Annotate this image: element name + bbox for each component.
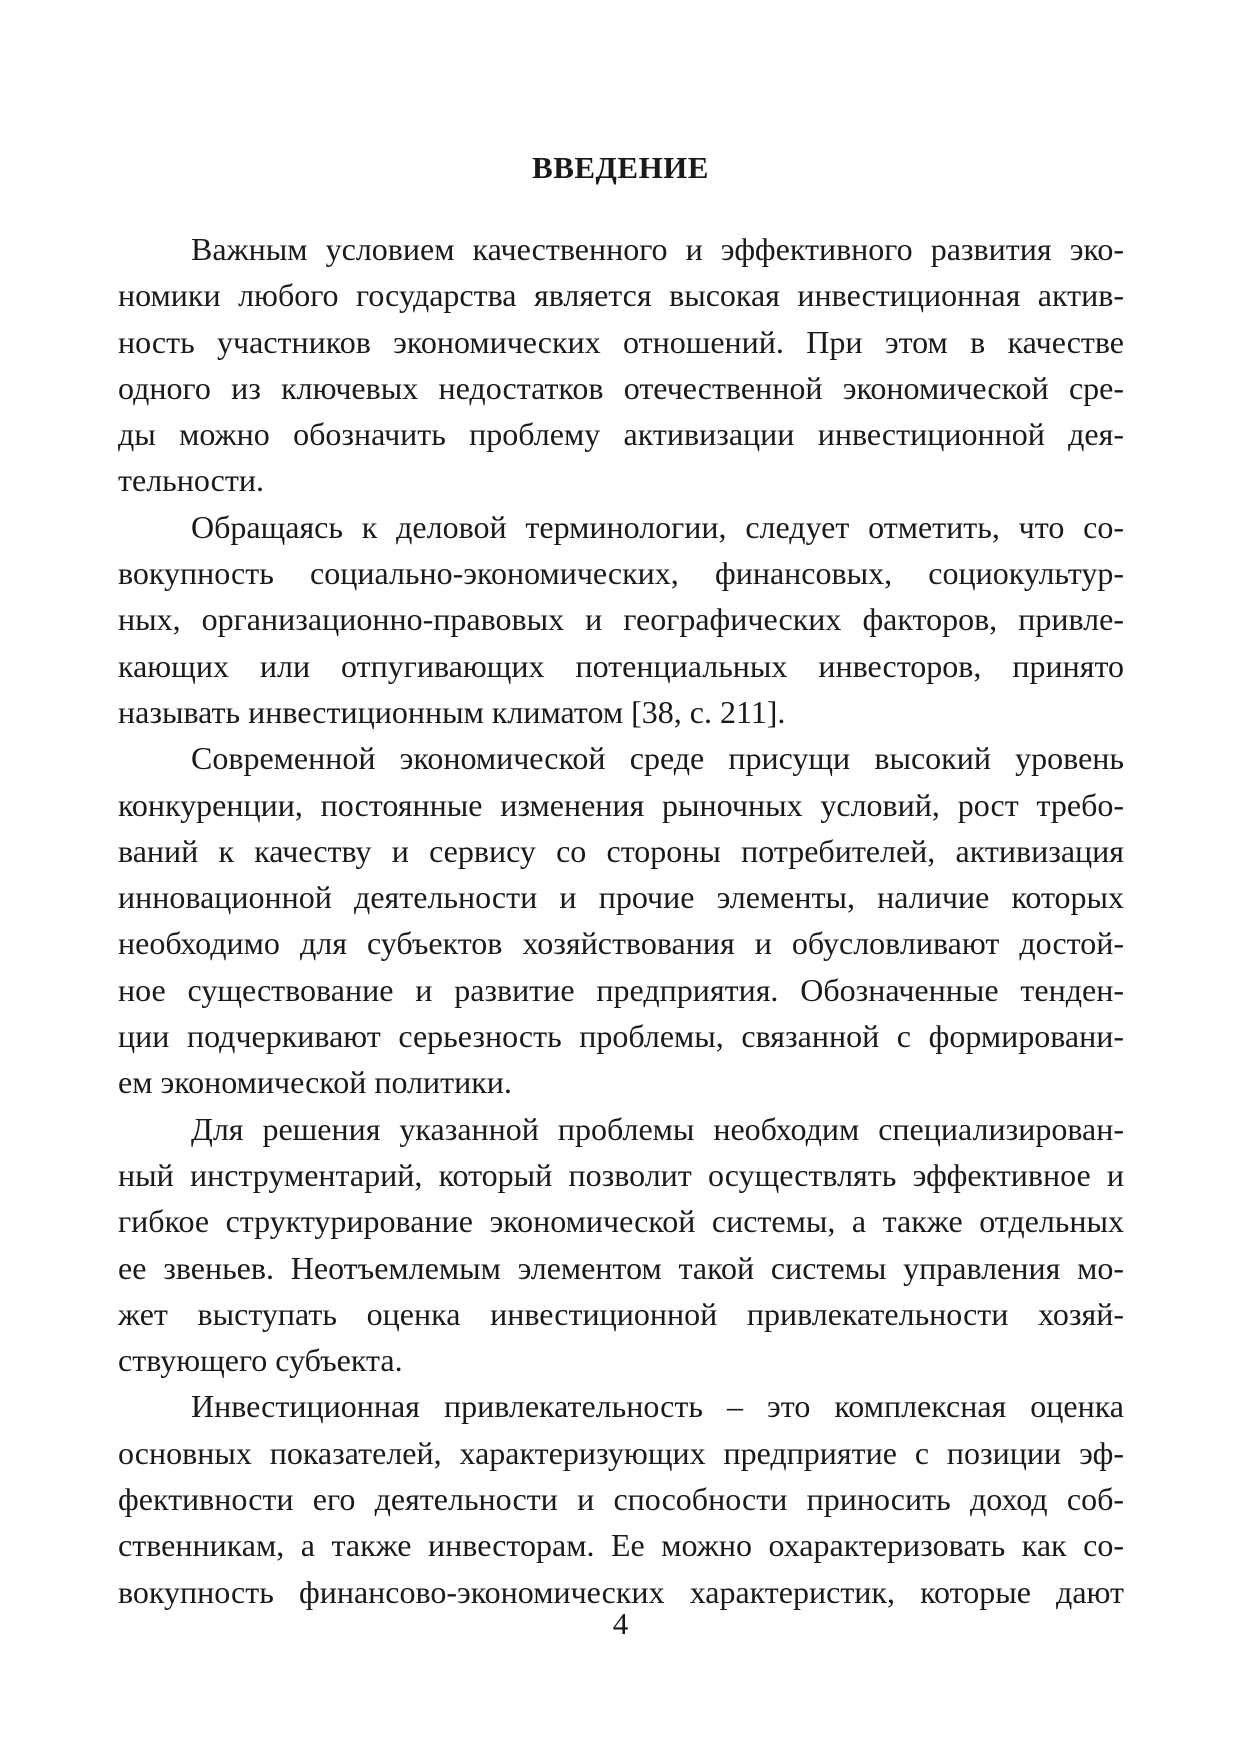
- paragraph: [118, 1106, 1124, 1384]
- text-line: необходимо для субъектов хозяйствования и обусловливают достой-: [118, 925, 1124, 962]
- paragraph: [118, 226, 1124, 504]
- text-line: жет выступать оценка инвестиционной привлекательности хозяй-: [118, 1295, 1124, 1332]
- text-line: инновационной деятельности и прочие элементы, наличие которых: [118, 879, 1124, 916]
- text-line: ции подчеркивают серьезность проблемы, связанной с формировани-: [118, 1018, 1124, 1055]
- text-line: фективности его деятельности и способности приносить доход соб-: [118, 1481, 1124, 1518]
- text-line: ное существование и развитие предприятия. Обозначенные тенден-: [118, 971, 1124, 1008]
- text-line: кающих или отпугивающих потенциальных инвесторов, принято: [118, 647, 1124, 684]
- text-line: Важным условием качественного и эффективного развития эко-: [191, 231, 1124, 267]
- text-line: основных показателей, характеризующих предприятие с позиции эф-: [118, 1434, 1124, 1471]
- text-line: тельности.: [118, 462, 264, 499]
- text-line: номики любого государства является высокая инвестиционная актив-: [118, 277, 1124, 314]
- text-line: ственникам, а также инвесторам. Ее можно охарактеризовать как со-: [118, 1527, 1124, 1564]
- text-line: ный инструментарий, который позволит осуществлять эффективное и: [118, 1156, 1124, 1193]
- text-line: Современной экономической среде присущи высокий уровень: [191, 740, 1124, 777]
- text-line: одного из ключевых недостатков отечественной экономической сре-: [118, 369, 1124, 406]
- text-line: ных, организационно-правовых и географических факторов, привле-: [118, 601, 1124, 638]
- text-line: вокупность финансово-экономических характеристик, которые дают: [118, 1573, 1124, 1610]
- text-line: ствующего субъекта.: [118, 1342, 403, 1379]
- text-line: конкуренции, постоянные изменения рыночных условий, рост требо-: [118, 786, 1124, 823]
- page-number: 4: [612, 1606, 629, 1641]
- text-line: называть инвестиционным климатом [38, с. 211].: [118, 693, 786, 730]
- text-line: Для решения указанной проблемы необходим специализирован-: [191, 1110, 1124, 1147]
- text-line: Обращаясь к деловой терминологии, следует отметить, что со-: [191, 508, 1124, 545]
- text-line: гибкое структурирование экономической системы, а также отдельных: [118, 1203, 1124, 1240]
- section-heading: ВВЕДЕНИЕ: [532, 150, 709, 185]
- body-text: [118, 226, 1124, 1615]
- text-line: ваний к качеству и сервису со стороны потребителей, активизация: [118, 832, 1124, 869]
- paragraph: [118, 735, 1124, 1105]
- text-line: ем экономической политики.: [118, 1064, 512, 1101]
- text-line: вокупность социально-экономических, финансовых, социокультур-: [118, 555, 1124, 592]
- paragraph: [118, 1383, 1124, 1614]
- text-line: ность участников экономических отношений. При этом в качестве: [118, 323, 1124, 360]
- text-line: ды можно обозначить проблему активизации инвестиционной дея-: [118, 416, 1124, 453]
- paragraph: [118, 504, 1124, 735]
- text-line: Инвестиционная привлекательность – это комплексная оценка: [191, 1388, 1124, 1425]
- text-line: ее звеньев. Неотъемлемым элементом такой системы управления мо-: [118, 1249, 1124, 1286]
